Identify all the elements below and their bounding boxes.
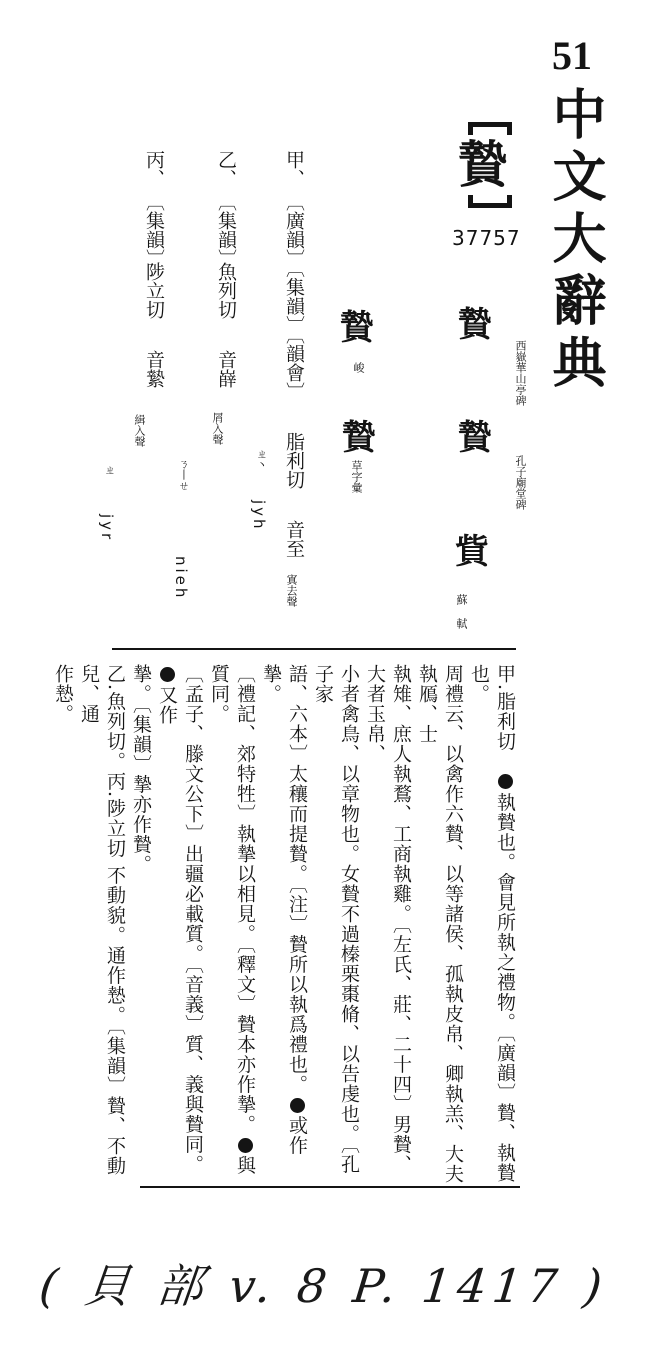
entry-number: 37757 xyxy=(452,226,521,250)
dictionary-title: 中文大辭典 xyxy=(544,86,608,396)
reading-c-sources: 〔集韻〕 xyxy=(143,192,165,268)
reading-a-sources: 〔廣韻〕〔集韻〕〔韻會〕 xyxy=(283,192,305,401)
marker-4-icon xyxy=(160,667,175,682)
def-line-6: 〔禮記、郊特牲〕執摯以相見。〔釋文〕贄本亦作摯。與質同。 xyxy=(208,664,256,1176)
def-line-1: 甲.脂利切 執贄也。會見所執之禮物。〔廣韻〕贄、執贄也。 xyxy=(468,664,516,1183)
def-line-8: 摯。〔集韻〕摯亦作贄。 xyxy=(130,664,152,875)
reading-a-tone: 寘去聲 xyxy=(285,574,298,607)
marker-3-icon xyxy=(238,1138,253,1153)
def-line-9: 乙.魚列切。丙.陟立切 不動貌。通作慹。〔集韻〕贄、不動兒、通 xyxy=(78,664,126,1176)
bracket-top xyxy=(468,122,512,135)
reading-c-yin: 音縶 xyxy=(143,350,165,388)
bracket-bottom xyxy=(468,195,512,208)
reading-b-roman: nieh xyxy=(172,556,190,601)
reading-c-roman: jyr xyxy=(98,514,116,543)
reading-c-fanqie: 陟立切 xyxy=(143,262,165,319)
reading-b-fanqie: 魚列切 xyxy=(215,262,237,319)
reading-b-sources: 〔集韻〕 xyxy=(215,192,237,268)
reading-a-label: 甲、 xyxy=(283,150,305,188)
marker-2-icon xyxy=(290,1098,305,1113)
definitions-body xyxy=(52,664,518,1184)
head-character-glyph: 贄 xyxy=(458,135,508,194)
divider-top xyxy=(112,648,516,650)
reading-a-zhuyin: ㄓ丶 xyxy=(255,448,268,470)
form-glyph-4: 贄 xyxy=(340,308,374,348)
form-glyph-2: 贄 xyxy=(458,418,492,458)
reading-c-tone: 緝入聲 xyxy=(133,414,146,447)
form-glyph-5: 贄 xyxy=(342,418,376,458)
def-line-5: 語、六本〕太穰而提贄。〔注〕贄所以執爲禮也。或作摯。 xyxy=(260,664,308,1156)
reading-a-fanqie: 脂利切 xyxy=(283,432,305,489)
form-glyph-1: 贄 xyxy=(458,305,492,345)
form-label-5: 草字彙 xyxy=(350,460,363,493)
reading-a-roman: jyh xyxy=(250,500,268,532)
def-line-10: 作慹。 xyxy=(52,664,74,724)
marker-1-icon xyxy=(498,774,513,789)
handwritten-reference: ( 貝 部 v. 8 P. 1417 ) xyxy=(36,1259,611,1313)
divider-bottom xyxy=(140,1186,520,1188)
form-label-2: 孔子廟堂碑 xyxy=(514,455,527,510)
reading-c-zhuyin: ㄓ xyxy=(103,464,116,475)
def-line-3: 執雉、庶人執鶩、工商執雞。〔左氏、莊、二十四〕男贄、大者玉帛、 xyxy=(364,664,412,1175)
def-line-4: 小者禽鳥、以章物也。女贄不過榛栗棗脩、以告虔也。〔孔子家 xyxy=(312,664,360,1175)
reading-b-label: 乙、 xyxy=(215,150,237,188)
form-glyph-3: 貲 xyxy=(455,532,489,572)
reading-b-zhuyin: ㄋ丨ㄝ xyxy=(177,458,190,491)
reading-b-yin: 音嶭 xyxy=(215,350,237,388)
volume-number: 51 xyxy=(552,33,592,78)
reading-a-yin: 音至 xyxy=(283,520,305,558)
def-line-2: 周禮云、以禽作六贄、以等諸侯、孤執皮帛、卿執羔、大夫執鴈、士 xyxy=(416,664,464,1184)
head-character xyxy=(458,122,512,208)
form-label-3: 蘇 軾 xyxy=(455,594,468,629)
def-line-7: 〔孟子、滕文公下〕出疆必載質。〔音義〕質、義與贄同。又作 xyxy=(156,664,204,1175)
reading-b-tone: 屑入聲 xyxy=(211,412,224,445)
form-label-4: 峻 xyxy=(352,362,365,373)
reading-c-label: 丙、 xyxy=(143,150,165,188)
form-label-1: 西嶽華山亭碑 xyxy=(514,340,527,406)
